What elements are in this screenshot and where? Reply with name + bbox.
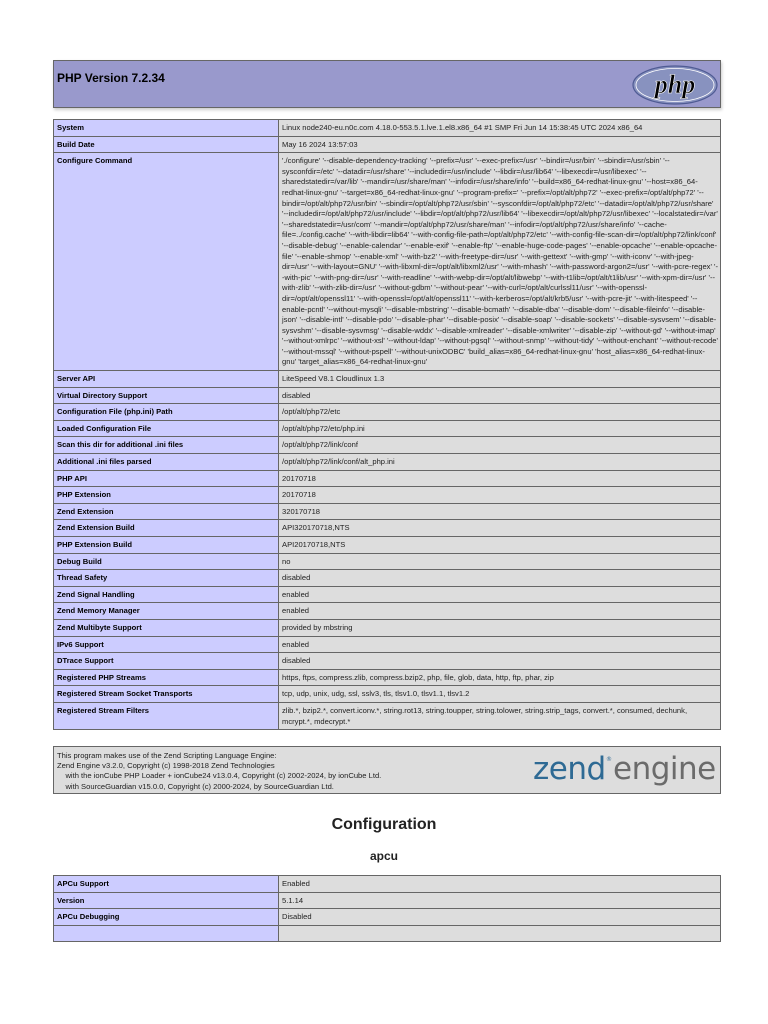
table-row [54, 136, 721, 153]
row-value: provided by mbstring [279, 619, 721, 636]
row-key: DTrace Support [54, 653, 279, 670]
row-key: Loaded Configuration File [54, 420, 279, 437]
row-value: 5.1.14 [279, 892, 721, 909]
table-row [54, 876, 721, 893]
table-row [54, 437, 721, 454]
row-value: disabled [279, 387, 721, 404]
row-value: 320170718 [279, 503, 721, 520]
zend-line: This program makes use of the Zend Scripting Language Engine: [57, 751, 277, 760]
system-info-table [53, 119, 721, 730]
row-key [54, 925, 279, 941]
zend-logo-registered: ® [606, 756, 612, 763]
row-value: Linux node240-eu.n0c.com 4.18.0-553.5.1.lve.1.el8.x86_64 #1 SMP Fri Jun 14 15:38:45 UTC 2024 x86_64 [279, 120, 721, 137]
row-value: May 16 2024 13:57:03 [279, 136, 721, 153]
table-row [54, 686, 721, 703]
row-key: Zend Extension [54, 503, 279, 520]
table-row [54, 537, 721, 554]
zend-logo-word: zend [533, 751, 606, 787]
row-value: disabled [279, 570, 721, 587]
row-key: Registered Stream Filters [54, 702, 279, 729]
table-row [54, 603, 721, 620]
engine-logo-word: engine [613, 751, 716, 787]
table-row [54, 454, 721, 471]
row-value: disabled [279, 653, 721, 670]
table-row [54, 153, 721, 371]
row-key: APCu Support [54, 876, 279, 893]
row-value: https, ftps, compress.zlib, compress.bzip2, php, file, glob, data, http, ftp, phar, zip [279, 669, 721, 686]
row-value: 20170718 [279, 470, 721, 487]
table-row [54, 503, 721, 520]
row-value: API320170718,NTS [279, 520, 721, 537]
row-value: /opt/alt/php72/link/conf/alt_php.ini [279, 454, 721, 471]
row-value: tcp, udp, unix, udg, ssl, sslv3, tls, tlsv1.0, tlsv1.1, tlsv1.2 [279, 686, 721, 703]
row-value: /opt/alt/php72/etc [279, 404, 721, 421]
table-row [54, 653, 721, 670]
row-value: enabled [279, 603, 721, 620]
row-key: Scan this dir for additional .ini files [54, 437, 279, 454]
row-value: API20170718,NTS [279, 537, 721, 554]
row-value: LiteSpeed V8.1 Cloudlinux 1.3 [279, 371, 721, 388]
php-logo-icon [632, 65, 718, 105]
apcu-table [53, 875, 721, 942]
table-row [54, 619, 721, 636]
table-row [54, 909, 721, 926]
row-key: Zend Signal Handling [54, 586, 279, 603]
row-key: Version [54, 892, 279, 909]
table-row [54, 586, 721, 603]
table-row [54, 120, 721, 137]
module-heading-apcu: apcu [369, 849, 398, 863]
row-key: Configure Command [54, 153, 279, 371]
table-row [54, 487, 721, 504]
row-key: Debug Build [54, 553, 279, 570]
zend-line: with the ionCube PHP Loader + ionCube24 v13.0.4, Copyright (c) 2002-2024, by ionCube Ltd. [57, 771, 382, 781]
row-value: zlib.*, bzip2.*, convert.iconv.*, string.rot13, string.toupper, string.tolower, string.strip_tags, convert.*, consumed, dechunk, mcrypt.*, mdecrypt.* [279, 702, 721, 729]
table-row [54, 520, 721, 537]
row-key: Zend Extension Build [54, 520, 279, 537]
row-value: /opt/alt/php72/link/conf [279, 437, 721, 454]
table-row [54, 371, 721, 388]
table-row [54, 636, 721, 653]
configuration-heading: Configuration [331, 816, 437, 833]
row-value: enabled [279, 586, 721, 603]
row-value: enabled [279, 636, 721, 653]
row-key: Virtual Directory Support [54, 387, 279, 404]
table-row [54, 669, 721, 686]
table-row [54, 892, 721, 909]
row-key: Configuration File (php.ini) Path [54, 404, 279, 421]
row-value: Disabled [279, 909, 721, 926]
row-key: PHP API [54, 470, 279, 487]
row-key: PHP Extension [54, 487, 279, 504]
row-key: Registered Stream Socket Transports [54, 686, 279, 703]
row-value: './configure' '--disable-dependency-tracking' '--prefix=/usr' '--exec-prefix=/usr' '--bindir=/usr/bin' '--sbindir=/usr/sbin' '--sysconfdir=/etc' '--datadir=/usr/share' '--includedir=/usr/include' '--libdir=/usr/lib64' '--libexecdir=/usr/libexec' '--sharedstatedir=/var/lib' '--mandir=/usr/share/man' '--infodir=/usr/share/info' '--build=x86_64-redhat-linux-gnu' '--host=x86_64-redhat-linux-gnu' '--target=x86_64-redhat-linux-gnu' '--program-prefix=' '--prefix=/opt/alt/php72' '--exec-prefix=/opt/alt/php72' '--bindir=/opt/alt/php72/usr/bin' '--sbindir=/opt/alt/php72/usr/sbin' '--sysconfdir=/opt/alt/php72/etc' '--datadir=/opt/alt/php72/usr/share' '--includedir=/opt/alt/php72/usr/include' '--libdir=/opt/alt/php72/usr/lib64' '--libexecdir=/opt/alt/php72/usr/libexec' '--localstatedir=/var' '--sharedstatedir=/usr/com' '--mandir=/opt/alt/php72/usr/share/man' '--infodir=/opt/alt/php72/usr/share/info' '--cache-file=../config.cache' '--with-libdir=lib64' '--with-config-file-path=/opt/alt/php72/etc' '--with-config-file-scan-dir=/opt/alt/php72/link/conf' '--disable-debug' '--enable-calendar' '--enable-exif' '--enable-ftp' '--enable-huge-code-pages' '--enable-opcache' '--enable-opcache-file' '--enable-shmop' '--enable-xml' '--with-bz2' '--with-freetype-dir=/usr' '--with-gettext' '--with-gmp' '--with-iconv' '--with-jpeg-dir=/usr' '--with-layout=GNU' '--with-libxml-dir=/opt/alt/libxml2/usr' '--with-mhash' '--with-password-argon2=/usr' '--with-pcre-regex' '--with-pic' '--with-png-dir=/usr' '--with-readline' '--with-webp-dir=/opt/alt/libwebp' '--with-t1lib=/opt/alt/t1lib/usr' '--with-xpm-dir=/usr' '--with-zlib' '--with-zlib-dir=/usr' '--without-gdbm' '--without-pear' '--with-curl=/opt/alt/curlssl11/usr' '--with-openssl-dir=/opt/alt/openssl11' '--with-openssl=/opt/alt/openssl11' '--with-kerberos=/opt/alt/krb5/usr' '--with-pcre-jit' '--with-litespeed' '--enable-pcntl' '--without-mysqli' '--disable-mbstring' '--disable-bcmath' '--disable-dba' '--disable-dom' '--disable-fileinfo' '--disable-json' '--disable-intl' '--disable-pdo' '--disable-phar' '--disable-posix' '--disable-soap' '--disable-sockets' '--disable-sysvsem' '--disable-sysvshm' '--disable-sysvmsg' '--disable-wddx' '--disable-xmlreader' '--disable-xmlwriter' '--disable-zip' '--without-gd' '--without-imap' '--without-xmlrpc' '--without-xsl' '--without-ldap' '--without-pgsql' '--without-snmp' '--without-tidy' '--without-enchant' '--without-recode' '--without-mssql' '--without-pspell' '--without-unixODBC' 'build_alias=x86_64-redhat-linux-gnu' 'host_alias=x86_64-redhat-linux-gnu' 'target_alias=x86_64-redhat-linux-gnu' [279, 153, 721, 371]
row-value: /opt/alt/php72/etc/php.ini [279, 420, 721, 437]
row-value: Enabled [279, 876, 721, 893]
table-row [54, 570, 721, 587]
row-key: Zend Memory Manager [54, 603, 279, 620]
zend-engine-logo-icon [531, 749, 717, 787]
zend-line: with SourceGuardian v15.0.0, Copyright (c) 2000-2024, by SourceGuardian Ltd. [57, 781, 334, 791]
row-key: Registered PHP Streams [54, 669, 279, 686]
table-row [54, 387, 721, 404]
table-row [54, 925, 721, 941]
php-logo-text: php [654, 70, 696, 99]
row-key: Thread Safety [54, 570, 279, 587]
zend-line: Zend Engine v3.2.0, Copyright (c) 1998-2018 Zend Technologies [57, 761, 275, 771]
row-key: APCu Debugging [54, 909, 279, 926]
row-key: Zend Multibyte Support [54, 619, 279, 636]
table-row [54, 420, 721, 437]
table-row [54, 553, 721, 570]
row-key: System [54, 120, 279, 137]
row-key: IPv6 Support [54, 636, 279, 653]
php-version-header [53, 60, 721, 108]
row-value [279, 925, 721, 941]
row-key: Build Date [54, 136, 279, 153]
row-value: 20170718 [279, 487, 721, 504]
table-row [54, 702, 721, 729]
table-row [54, 404, 721, 421]
row-value: no [279, 553, 721, 570]
zend-engine-box [53, 746, 721, 794]
table-row [54, 470, 721, 487]
page-title: PHP Version 7.2.34 [57, 71, 165, 85]
row-key: Server API [54, 371, 279, 388]
row-key: Additional .ini files parsed [54, 454, 279, 471]
row-key: PHP Extension Build [54, 537, 279, 554]
